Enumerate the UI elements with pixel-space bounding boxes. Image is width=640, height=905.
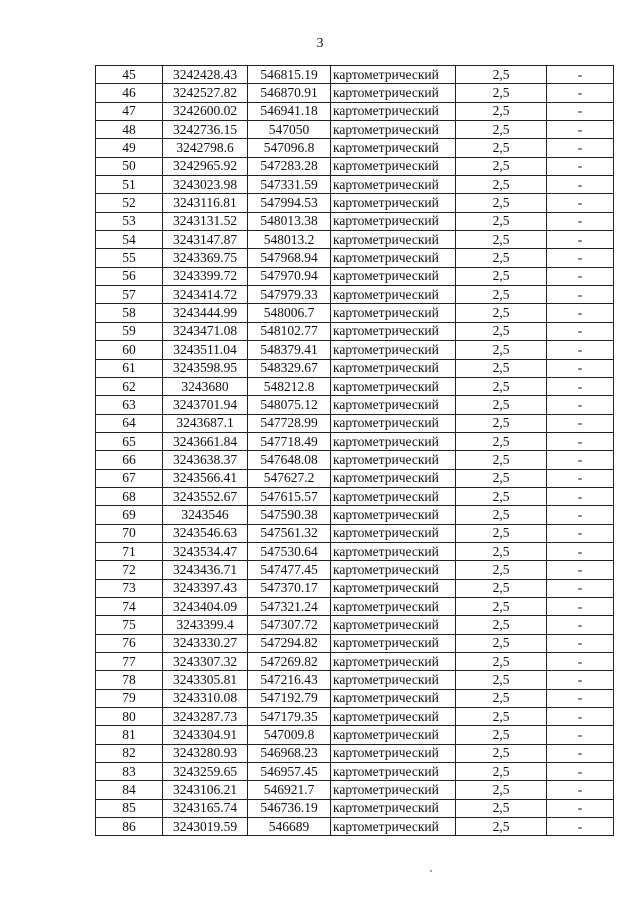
table-row (96, 451, 614, 469)
point-number-cell: 80 (96, 708, 163, 726)
scan-speck (430, 870, 432, 872)
error-cell: 2,5 (456, 597, 547, 615)
error-cell: 2,5 (456, 744, 547, 762)
note-cell: - (547, 542, 614, 560)
error-cell: 2,5 (456, 561, 547, 579)
x-coordinate-cell: 3243019.59 (163, 818, 248, 836)
table-row (96, 84, 614, 102)
error-cell: 2,5 (456, 763, 547, 781)
coordinates-table-body (96, 66, 614, 836)
note-cell: - (547, 341, 614, 359)
note-cell: - (547, 249, 614, 267)
point-number-cell: 83 (96, 763, 163, 781)
x-coordinate-cell: 3243404.09 (163, 597, 248, 615)
point-number-cell: 81 (96, 726, 163, 744)
x-coordinate-cell: 3243259.65 (163, 763, 248, 781)
y-coordinate-cell: 548013.38 (248, 212, 331, 230)
point-number-cell: 58 (96, 304, 163, 322)
method-cell: картометрический (331, 763, 456, 781)
note-cell: - (547, 469, 614, 487)
y-coordinate-cell: 548006.7 (248, 304, 331, 322)
point-number-cell: 62 (96, 377, 163, 395)
error-cell: 2,5 (456, 671, 547, 689)
note-cell: - (547, 157, 614, 175)
point-number-cell: 77 (96, 653, 163, 671)
point-number-cell: 57 (96, 286, 163, 304)
error-cell: 2,5 (456, 377, 547, 395)
note-cell: - (547, 212, 614, 230)
point-number-cell: 74 (96, 597, 163, 615)
method-cell: картометрический (331, 451, 456, 469)
method-cell: картометрический (331, 341, 456, 359)
note-cell: - (547, 66, 614, 84)
point-number-cell: 61 (96, 359, 163, 377)
method-cell: картометрический (331, 634, 456, 652)
point-number-cell: 75 (96, 616, 163, 634)
y-coordinate-cell: 547370.17 (248, 579, 331, 597)
y-coordinate-cell: 547283.28 (248, 157, 331, 175)
y-coordinate-cell: 547477.45 (248, 561, 331, 579)
error-cell: 2,5 (456, 157, 547, 175)
table-row (96, 432, 614, 450)
table-row (96, 102, 614, 120)
table-row (96, 818, 614, 836)
error-cell: 2,5 (456, 579, 547, 597)
point-number-cell: 64 (96, 414, 163, 432)
error-cell: 2,5 (456, 726, 547, 744)
point-number-cell: 59 (96, 322, 163, 340)
method-cell: картометрический (331, 157, 456, 175)
point-number-cell: 54 (96, 231, 163, 249)
method-cell: картометрический (331, 84, 456, 102)
x-coordinate-cell: 3243023.98 (163, 176, 248, 194)
table-row (96, 689, 614, 707)
note-cell: - (547, 616, 614, 634)
method-cell: картометрический (331, 653, 456, 671)
method-cell: картометрический (331, 708, 456, 726)
table-row (96, 176, 614, 194)
table-row (96, 616, 614, 634)
method-cell: картометрический (331, 726, 456, 744)
y-coordinate-cell: 546957.45 (248, 763, 331, 781)
method-cell: картометрический (331, 249, 456, 267)
note-cell: - (547, 689, 614, 707)
x-coordinate-cell: 3243287.73 (163, 708, 248, 726)
point-number-cell: 63 (96, 396, 163, 414)
x-coordinate-cell: 3243436.71 (163, 561, 248, 579)
y-coordinate-cell: 547968.94 (248, 249, 331, 267)
note-cell: - (547, 799, 614, 817)
y-coordinate-cell: 547648.08 (248, 451, 331, 469)
error-cell: 2,5 (456, 396, 547, 414)
error-cell: 2,5 (456, 84, 547, 102)
method-cell: картометрический (331, 469, 456, 487)
table-row (96, 359, 614, 377)
table-row (96, 561, 614, 579)
table-row (96, 396, 614, 414)
x-coordinate-cell: 3243414.72 (163, 286, 248, 304)
y-coordinate-cell: 547728.99 (248, 414, 331, 432)
note-cell: - (547, 322, 614, 340)
point-number-cell: 84 (96, 781, 163, 799)
method-cell: картометрический (331, 139, 456, 157)
x-coordinate-cell: 3243305.81 (163, 671, 248, 689)
y-coordinate-cell: 547615.57 (248, 487, 331, 505)
method-cell: картометрический (331, 377, 456, 395)
note-cell: - (547, 579, 614, 597)
note-cell: - (547, 176, 614, 194)
x-coordinate-cell: 3243687.1 (163, 414, 248, 432)
y-coordinate-cell: 548013.2 (248, 231, 331, 249)
point-number-cell: 79 (96, 689, 163, 707)
x-coordinate-cell: 3243598.95 (163, 359, 248, 377)
table-row (96, 377, 614, 395)
table-row (96, 781, 614, 799)
error-cell: 2,5 (456, 139, 547, 157)
x-coordinate-cell: 3243546.63 (163, 524, 248, 542)
table-row (96, 597, 614, 615)
error-cell: 2,5 (456, 634, 547, 652)
y-coordinate-cell: 547561.32 (248, 524, 331, 542)
table-row (96, 726, 614, 744)
method-cell: картометрический (331, 542, 456, 560)
error-cell: 2,5 (456, 359, 547, 377)
x-coordinate-cell: 3243280.93 (163, 744, 248, 762)
method-cell: картометрический (331, 689, 456, 707)
note-cell: - (547, 763, 614, 781)
table-row (96, 542, 614, 560)
x-coordinate-cell: 3242428.43 (163, 66, 248, 84)
x-coordinate-cell: 3243661.84 (163, 432, 248, 450)
x-coordinate-cell: 3243471.08 (163, 322, 248, 340)
point-number-cell: 70 (96, 524, 163, 542)
note-cell: - (547, 597, 614, 615)
y-coordinate-cell: 547718.49 (248, 432, 331, 450)
error-cell: 2,5 (456, 432, 547, 450)
x-coordinate-cell: 3243511.04 (163, 341, 248, 359)
error-cell: 2,5 (456, 322, 547, 340)
y-coordinate-cell: 546689 (248, 818, 331, 836)
error-cell: 2,5 (456, 469, 547, 487)
y-coordinate-cell: 547979.33 (248, 286, 331, 304)
table-row (96, 157, 614, 175)
method-cell: картометрический (331, 396, 456, 414)
table-row (96, 763, 614, 781)
note-cell: - (547, 414, 614, 432)
note-cell: - (547, 561, 614, 579)
error-cell: 2,5 (456, 799, 547, 817)
note-cell: - (547, 653, 614, 671)
method-cell: картометрический (331, 414, 456, 432)
y-coordinate-cell: 547994.53 (248, 194, 331, 212)
method-cell: картометрический (331, 231, 456, 249)
x-coordinate-cell: 3243566.41 (163, 469, 248, 487)
table-row (96, 322, 614, 340)
note-cell: - (547, 487, 614, 505)
y-coordinate-cell: 546736.19 (248, 799, 331, 817)
y-coordinate-cell: 548102.77 (248, 322, 331, 340)
point-number-cell: 69 (96, 506, 163, 524)
point-number-cell: 56 (96, 267, 163, 285)
method-cell: картометрический (331, 267, 456, 285)
error-cell: 2,5 (456, 506, 547, 524)
y-coordinate-cell: 547627.2 (248, 469, 331, 487)
point-number-cell: 71 (96, 542, 163, 560)
method-cell: картометрический (331, 322, 456, 340)
point-number-cell: 73 (96, 579, 163, 597)
note-cell: - (547, 818, 614, 836)
x-coordinate-cell: 3243147.87 (163, 231, 248, 249)
note-cell: - (547, 231, 614, 249)
method-cell: картометрический (331, 671, 456, 689)
table-row (96, 267, 614, 285)
error-cell: 2,5 (456, 304, 547, 322)
y-coordinate-cell: 547216.43 (248, 671, 331, 689)
table-row (96, 212, 614, 230)
error-cell: 2,5 (456, 231, 547, 249)
error-cell: 2,5 (456, 176, 547, 194)
point-number-cell: 51 (96, 176, 163, 194)
method-cell: картометрический (331, 487, 456, 505)
error-cell: 2,5 (456, 689, 547, 707)
table-row (96, 66, 614, 84)
y-coordinate-cell: 547179.35 (248, 708, 331, 726)
point-number-cell: 60 (96, 341, 163, 359)
note-cell: - (547, 286, 614, 304)
x-coordinate-cell: 3243310.08 (163, 689, 248, 707)
point-number-cell: 65 (96, 432, 163, 450)
note-cell: - (547, 781, 614, 799)
error-cell: 2,5 (456, 542, 547, 560)
note-cell: - (547, 194, 614, 212)
note-cell: - (547, 432, 614, 450)
method-cell: картометрический (331, 744, 456, 762)
point-number-cell: 55 (96, 249, 163, 267)
table-row (96, 487, 614, 505)
note-cell: - (547, 506, 614, 524)
method-cell: картометрический (331, 579, 456, 597)
x-coordinate-cell: 3243307.32 (163, 653, 248, 671)
y-coordinate-cell: 547009.8 (248, 726, 331, 744)
method-cell: картометрический (331, 781, 456, 799)
y-coordinate-cell: 546815.19 (248, 66, 331, 84)
method-cell: картометрический (331, 286, 456, 304)
table-row (96, 304, 614, 322)
error-cell: 2,5 (456, 818, 547, 836)
y-coordinate-cell: 548212.8 (248, 377, 331, 395)
error-cell: 2,5 (456, 487, 547, 505)
x-coordinate-cell: 3243304.91 (163, 726, 248, 744)
error-cell: 2,5 (456, 781, 547, 799)
y-coordinate-cell: 546968.23 (248, 744, 331, 762)
note-cell: - (547, 121, 614, 139)
y-coordinate-cell: 547530.64 (248, 542, 331, 560)
table-row (96, 799, 614, 817)
x-coordinate-cell: 3242965.92 (163, 157, 248, 175)
note-cell: - (547, 84, 614, 102)
note-cell: - (547, 267, 614, 285)
y-coordinate-cell: 547294.82 (248, 634, 331, 652)
x-coordinate-cell: 3242527.82 (163, 84, 248, 102)
method-cell: картометрический (331, 799, 456, 817)
point-number-cell: 85 (96, 799, 163, 817)
note-cell: - (547, 359, 614, 377)
method-cell: картометрический (331, 616, 456, 634)
note-cell: - (547, 451, 614, 469)
point-number-cell: 66 (96, 451, 163, 469)
x-coordinate-cell: 3243165.74 (163, 799, 248, 817)
y-coordinate-cell: 547269.82 (248, 653, 331, 671)
method-cell: картометрический (331, 597, 456, 615)
point-number-cell: 45 (96, 66, 163, 84)
point-number-cell: 46 (96, 84, 163, 102)
point-number-cell: 68 (96, 487, 163, 505)
x-coordinate-cell: 3243116.81 (163, 194, 248, 212)
note-cell: - (547, 139, 614, 157)
table-row (96, 708, 614, 726)
error-cell: 2,5 (456, 102, 547, 120)
point-number-cell: 52 (96, 194, 163, 212)
point-number-cell: 48 (96, 121, 163, 139)
x-coordinate-cell: 3243546 (163, 506, 248, 524)
error-cell: 2,5 (456, 194, 547, 212)
x-coordinate-cell: 3243680 (163, 377, 248, 395)
y-coordinate-cell: 547307.72 (248, 616, 331, 634)
table-row (96, 524, 614, 542)
x-coordinate-cell: 3242736.15 (163, 121, 248, 139)
table-row (96, 634, 614, 652)
x-coordinate-cell: 3243399.72 (163, 267, 248, 285)
point-number-cell: 49 (96, 139, 163, 157)
x-coordinate-cell: 3243397.43 (163, 579, 248, 597)
point-number-cell: 72 (96, 561, 163, 579)
y-coordinate-cell: 548379.41 (248, 341, 331, 359)
error-cell: 2,5 (456, 451, 547, 469)
error-cell: 2,5 (456, 708, 547, 726)
method-cell: картометрический (331, 818, 456, 836)
point-number-cell: 86 (96, 818, 163, 836)
table-row (96, 139, 614, 157)
method-cell: картометрический (331, 561, 456, 579)
point-number-cell: 50 (96, 157, 163, 175)
method-cell: картометрический (331, 194, 456, 212)
note-cell: - (547, 726, 614, 744)
table-row (96, 579, 614, 597)
error-cell: 2,5 (456, 286, 547, 304)
error-cell: 2,5 (456, 121, 547, 139)
error-cell: 2,5 (456, 341, 547, 359)
x-coordinate-cell: 3243399.4 (163, 616, 248, 634)
coordinates-table (95, 65, 614, 836)
table-row (96, 744, 614, 762)
method-cell: картометрический (331, 121, 456, 139)
error-cell: 2,5 (456, 249, 547, 267)
table-row (96, 414, 614, 432)
method-cell: картометрический (331, 432, 456, 450)
x-coordinate-cell: 3243534.47 (163, 542, 248, 560)
note-cell: - (547, 377, 614, 395)
note-cell: - (547, 634, 614, 652)
method-cell: картометрический (331, 212, 456, 230)
table-row (96, 469, 614, 487)
point-number-cell: 78 (96, 671, 163, 689)
note-cell: - (547, 708, 614, 726)
point-number-cell: 53 (96, 212, 163, 230)
table-row (96, 231, 614, 249)
y-coordinate-cell: 547096.8 (248, 139, 331, 157)
table-row (96, 121, 614, 139)
method-cell: картометрический (331, 359, 456, 377)
y-coordinate-cell: 546921.7 (248, 781, 331, 799)
y-coordinate-cell: 547321.24 (248, 597, 331, 615)
table-row (96, 653, 614, 671)
y-coordinate-cell: 547192.79 (248, 689, 331, 707)
y-coordinate-cell: 546941.18 (248, 102, 331, 120)
error-cell: 2,5 (456, 616, 547, 634)
x-coordinate-cell: 3242600.02 (163, 102, 248, 120)
method-cell: картометрический (331, 66, 456, 84)
x-coordinate-cell: 3243106.21 (163, 781, 248, 799)
method-cell: картометрический (331, 176, 456, 194)
x-coordinate-cell: 3243701.94 (163, 396, 248, 414)
point-number-cell: 76 (96, 634, 163, 652)
x-coordinate-cell: 3243330.27 (163, 634, 248, 652)
table-row (96, 286, 614, 304)
error-cell: 2,5 (456, 524, 547, 542)
table-row (96, 194, 614, 212)
note-cell: - (547, 102, 614, 120)
y-coordinate-cell: 548329.67 (248, 359, 331, 377)
note-cell: - (547, 524, 614, 542)
method-cell: картометрический (331, 102, 456, 120)
point-number-cell: 67 (96, 469, 163, 487)
table-row (96, 249, 614, 267)
x-coordinate-cell: 3243131.52 (163, 212, 248, 230)
point-number-cell: 82 (96, 744, 163, 762)
x-coordinate-cell: 3243638.37 (163, 451, 248, 469)
x-coordinate-cell: 3243369.75 (163, 249, 248, 267)
x-coordinate-cell: 3242798.6 (163, 139, 248, 157)
y-coordinate-cell: 547590.38 (248, 506, 331, 524)
note-cell: - (547, 671, 614, 689)
error-cell: 2,5 (456, 267, 547, 285)
table-row (96, 671, 614, 689)
x-coordinate-cell: 3243552.67 (163, 487, 248, 505)
method-cell: картометрический (331, 506, 456, 524)
x-coordinate-cell: 3243444.99 (163, 304, 248, 322)
error-cell: 2,5 (456, 66, 547, 84)
note-cell: - (547, 396, 614, 414)
note-cell: - (547, 744, 614, 762)
method-cell: картометрический (331, 524, 456, 542)
table-row (96, 506, 614, 524)
y-coordinate-cell: 548075.12 (248, 396, 331, 414)
error-cell: 2,5 (456, 212, 547, 230)
table-row (96, 341, 614, 359)
method-cell: картометрический (331, 304, 456, 322)
y-coordinate-cell: 547331.59 (248, 176, 331, 194)
y-coordinate-cell: 547970.94 (248, 267, 331, 285)
y-coordinate-cell: 546870.91 (248, 84, 331, 102)
note-cell: - (547, 304, 614, 322)
y-coordinate-cell: 547050 (248, 121, 331, 139)
point-number-cell: 47 (96, 102, 163, 120)
error-cell: 2,5 (456, 653, 547, 671)
page-number: 3 (316, 36, 324, 51)
error-cell: 2,5 (456, 414, 547, 432)
